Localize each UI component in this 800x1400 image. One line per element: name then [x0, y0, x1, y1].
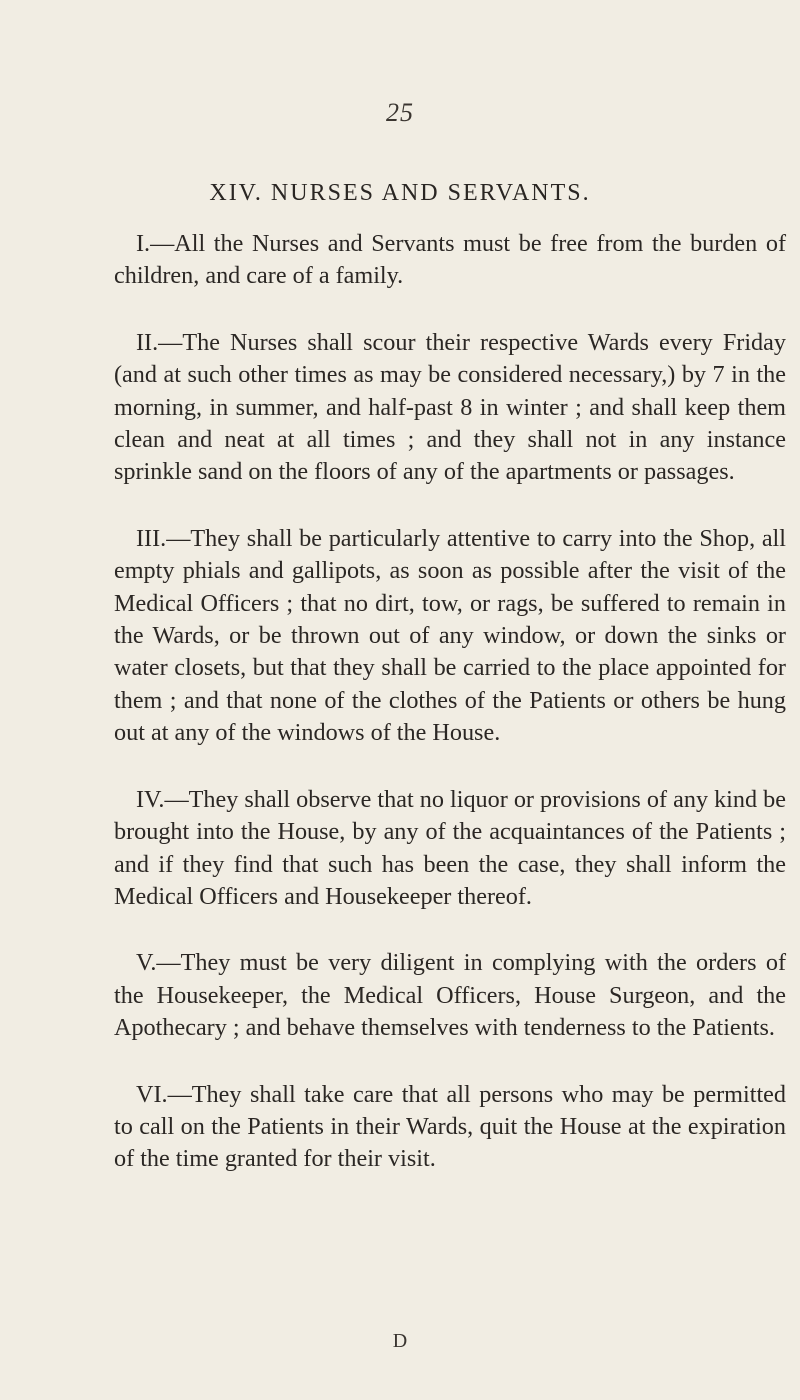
rule-numeral: III. [136, 524, 167, 552]
rule-numeral: I. [136, 230, 151, 257]
rule-paragraph [114, 784, 786, 914]
rule-text: —The Nurses shall scour their respective Wards every Friday (and at such other times as may be considered necessary,) by 7 in the morning, in summer, and half-past 8 in winter ; and shall keep them clean and neat at all times ; and they shall not in any instance sprinkle sand on the floors of any of the apartments or passages. [114, 328, 786, 486]
signature-mark: D [392, 1330, 408, 1352]
section-title: XIV. NURSES AND SERVANTS. [209, 180, 591, 206]
rule-paragraph [114, 523, 786, 750]
rule-text: —They shall take care that all persons who may be permitted to call on the Patients in their Wards, quit the House at the expiration of the time granted for their visit. [114, 1080, 786, 1173]
rule-text: —All the Nurses and Servants must be free from the burden of children, and care of a family. [114, 230, 786, 290]
page-number: 25 [386, 98, 414, 127]
rule-numeral: IV. [136, 785, 165, 813]
rule-numeral: VI. [136, 1080, 168, 1108]
rule-numeral: V. [136, 949, 157, 977]
rule-text: —They shall be particularly attentive to carry into the Shop, all empty phials and gallipots, as soon as possible after the visit of the Medical Officers ; that no dirt, tow, or rags, be suffered to remain in the Wards, or be thrown out of any window, or down the sinks or water closets, but that they shall be carried to the place appointed for them ; and that none of the clothes of the Patients or others be hung out at any of the windows of the House. [114, 524, 786, 747]
rule-paragraph [114, 1079, 786, 1176]
rule-text: —They must be very diligent in complying with the orders of the Housekeeper, the Medical Officers, House Surgeon, and the Apothecary ; and behave themselves with tenderness to the Patients. [114, 949, 786, 1042]
rules-list [114, 228, 786, 1210]
rule-paragraph [114, 327, 786, 489]
rule-paragraph [114, 228, 786, 293]
rule-paragraph [114, 947, 786, 1044]
rule-numeral: II. [136, 328, 159, 356]
rule-text: —They shall observe that no liquor or provisions of any kind be brought into the House, by any of the acquaintances of the Patients ; and if they find that such has been the case, they shall inform the Medical Officers and Housekeeper thereof. [114, 785, 786, 910]
